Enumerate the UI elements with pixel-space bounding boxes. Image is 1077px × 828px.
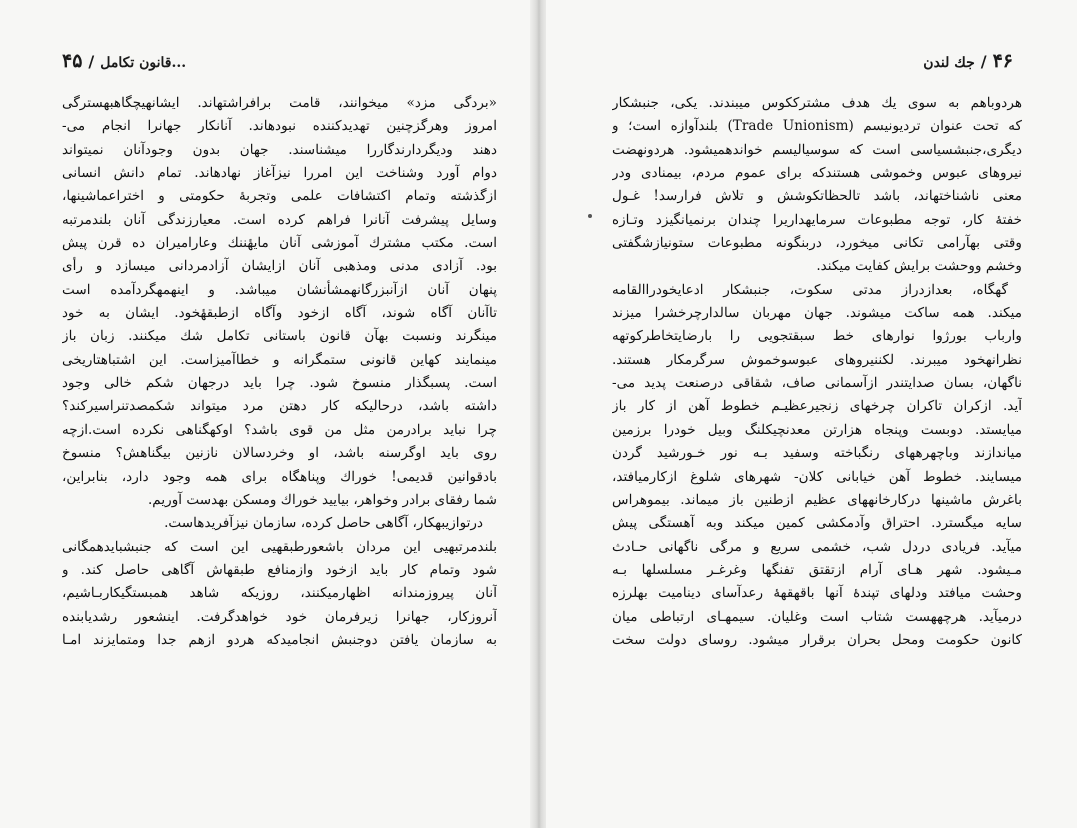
text-line: میکند. همه ساکت میشوند. جهان مهربان سالدارچرخشرا میزند — [612, 305, 1022, 322]
text-line: دیگری،جنبشسیاسی است که سوسیالیسم خواندهمیشود. هردونهضت — [612, 141, 1022, 158]
text-line: مینمایند کهاین قانونی ستمگرانه و خطاآمیزاست. این اشتباهتاریخی — [62, 351, 497, 368]
text-line: سایه میگسترد. احتراق وآدمکشی کمین میکند وبه آهستگی پیش — [612, 515, 1022, 532]
text-line: کانون حکومت ومحل بحران برقرار میشود. روسای دولت سخت — [612, 631, 1022, 648]
text-line: دوام آورد وشناخت این امررا نیزآغاز نهادهاند. تمام دانش انسانی — [62, 165, 497, 182]
right-page-number: ۴۶ — [992, 50, 1013, 72]
text-line: نظرانهخود میبرند. لکننیروهای عبوسوخموش سرگرمکار هستند. — [612, 351, 1022, 368]
text-line: شما رفقای برادر وخواهر، بیایید خوراك ومسکن بهدست آوریم. — [147, 491, 497, 508]
text-line: خفتهٔ کار، توجه مطبوعات سرمایهداریرا چندان برنمیانگیزد وتـازه — [612, 211, 1022, 228]
text-line: هردوباهم به سوی یك هدف مشترككوس میبندند. یکی، جنبشکار — [612, 95, 1022, 111]
right-page-body — [612, 92, 1022, 652]
text-line: وقتی بهآرامی تکانی میخورد، دربنگونه مطبوعات ستونیازشگفتی — [612, 235, 1022, 252]
text-line: پنهان آنان ازآنبزرگانهمشأنشان میباشد. و اینهمهگردآمده است — [62, 281, 497, 298]
text-line: درمیآید. هرچههست شتاب است وغلیان. سیمهـای ارتباطی میان — [612, 608, 1022, 625]
text-line: دهند ودیگردارندگاررا میشناسند. جهان بدون وجودآنان نمیتواند — [62, 141, 497, 158]
left-running-title: قانون تکامل... — [100, 55, 187, 71]
left-header-separator: / — [88, 52, 95, 71]
text-line: چرا نباید برادرمن مثل من قوی باشد؟ اوکهگناهی نکرده است.ازچه — [62, 421, 497, 438]
text-line: معنی ناشناختهاند، باشد تالحظاتکوشش و تلاش فرارسد! غـول — [612, 188, 1022, 205]
text-line: است. پسبگذار منسوخ شود. چرا باید درجهان شکم خالی وجود — [62, 375, 497, 392]
text-line: وحشت میافتد ودلهای تپندهٔ آنها باقهقههٔ رعدآسای دینامیت بهلرزه — [612, 585, 1022, 602]
left-page-number: ۴۵ — [62, 50, 83, 72]
right-page-header — [873, 50, 1013, 72]
text-line: وارباب بورژوا نوارهای خط سبقتجویی را بارضایتخاطرکوتهه — [612, 328, 1022, 345]
text-line: شود وتمام کار باید ازخود وازمنافع طبقهاش آگاهی حاصل کند. و — [62, 561, 497, 578]
text-line: ناگهان، بسان صدایتندر ازآسمانی صاف، شقاقی درصنعت پدید می- — [612, 375, 1022, 392]
text-line: که تحت عنوان تردیونیسم (Trade Unionism) بلندآوازه است؛ و — [612, 118, 1022, 135]
text-line: است. مکتب مشترك آموزشی آنان مایهٔننك وعارامیران ده قرن پیش — [62, 235, 497, 252]
text-line: وسایل پیشرفت آنانرا فراهم کرده است. معیارزندگی آنان بلندمرتبه — [62, 211, 497, 228]
text-line: باغرش ماشینها درکارخانههای عظیم ازطنین باز میماند. بیموهراس — [612, 491, 1022, 508]
text-line: میسایند. خطوط آهن خیابانی کلان- شهرهای شلوغ ازکارمیافتد، — [612, 468, 1022, 485]
text-line: میایستد. دوبست وپنجاه هزارتن معدنچیکلنگ وبیل خودرا برزمین — [612, 421, 1022, 438]
text-line: آید. ازکران تاکران چرخهای زنجیرعظیـم خطوط آهن از کار باز — [612, 398, 1022, 415]
right-running-title: جك لندن — [923, 55, 975, 71]
left-page-header — [62, 50, 202, 72]
text-line: درتوازیبهکار، آگاهی حاصل کرده، سازمان نیزآفریدهاست. — [164, 515, 483, 532]
text-line: میآید. فریادی دردل شب، خشمی سریع و مرگی ناگهانی حـادث — [612, 538, 1022, 555]
text-line: بادقوانین قدیمی! خوراك وپناهگاه برای همه وجود دارد، بنابراین، — [62, 468, 497, 485]
text-line: بلندمرتبهیی این مردان باشعورطبقهیی این است که جنبشبایدهمگانی — [62, 538, 497, 555]
text-line: امروز وهرگزچنین تهدیدکننده نبودهاند. آنانکار جهانرا انجام می- — [62, 118, 497, 135]
text-line: به سازمان یافتن دوجنبش انجامیدکه هردو ازهم جدا ومتمایزند امـا — [62, 631, 497, 648]
text-line: مینگرند ونسبت بهآن قانون باستانی تکامل شك میکنند. زبان باز — [62, 328, 497, 345]
left-page-body — [62, 92, 497, 652]
text-line: نیروهای عبوس وخموشی هستندکه برای عموم مردم، بیمنادی ودر — [612, 165, 1022, 182]
right-header-separator: / — [980, 52, 987, 71]
text-line: مـیشود. شهر هـای آرام ازتقتق تفنگها وغرغـر مسلسلها بـه — [612, 561, 1022, 578]
text-line: آنان پیروزمندانه اظهارمیکنند، روزیکه شاهد همبستگیکاربـاشیم، — [62, 585, 497, 602]
text-line: ازگذشته وتمام اکتشافات علمی وتجربهٔ حکومتی و اختراعماشینها، — [62, 188, 497, 205]
text-line: «بردگی مزد» میخوانند، قامت برافراشتهاند. ایشانهیچگاهبهسترگی — [62, 95, 497, 111]
text-line: روی باید اوگرسنه باشد، او وخردسالان نازنین بیگناهش؟ منسوخ — [62, 445, 497, 462]
text-line: داشته باشد، درحالیکه کار دهتن مرد میتواند شکمصدتنراسیرکند؟ — [62, 398, 497, 415]
right-page — [546, 0, 1077, 828]
text-line: آنروزکار، جهانرا زیرفرمان خود خواهدگرفت. اینشعور رشدیابنده — [62, 608, 497, 625]
margin-mark — [588, 214, 592, 218]
text-line: تاآنان آگاه شوند، آگاه ازخود وآگاه ازطبقهٔخود. ایشان به خود — [62, 305, 497, 322]
text-line: میاندازند وباچهرههای رنگباخته وسفید بـه نور خـورشید گردن — [612, 445, 1022, 462]
text-line: بود. آزادی مدنی ومذهبی آنان ازایشان آزادمردانی میسازد و رأی — [62, 258, 497, 275]
text-line: گهگاه، بعدازدراز مدتی سکوت، جنبشکار ادعایخودراالقامه — [612, 281, 1008, 298]
text-line: وخشم ووحشت برایش کفایت میکند. — [816, 258, 1022, 275]
left-page — [0, 0, 532, 828]
